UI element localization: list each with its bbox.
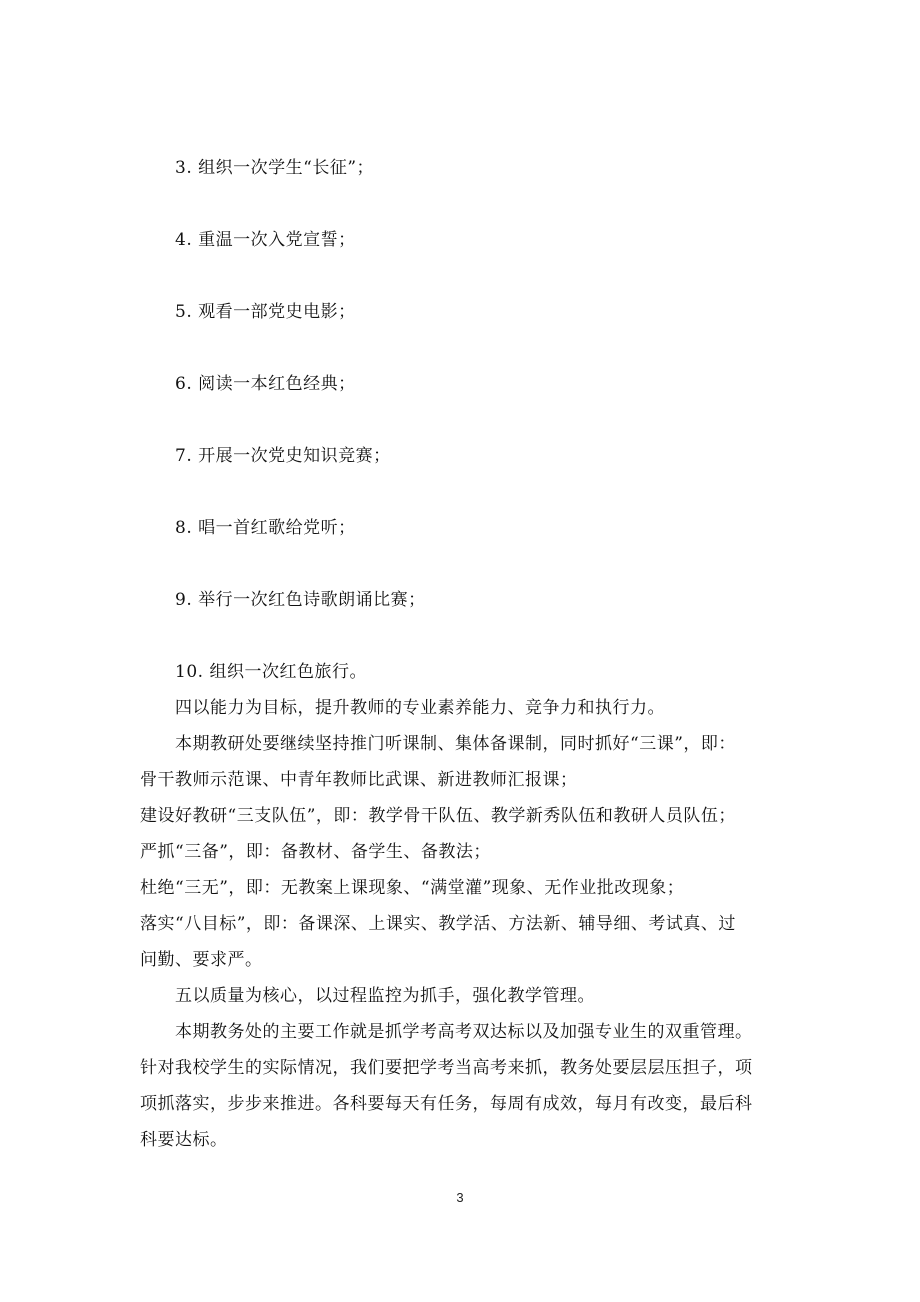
- section-4-paragraph-line: 问勤、要求严。: [140, 950, 263, 970]
- section-5-heading: 五以质量为核心，以过程监控为抓手，强化教学管理。: [175, 986, 595, 1006]
- list-item-4: 4. 重温一次入党宣誓；: [175, 230, 356, 250]
- page-number: 3: [456, 1190, 464, 1205]
- list-item-9: 9. 举行一次红色诗歌朗诵比赛；: [175, 590, 426, 610]
- section-4-paragraph-line: 建设好教研“三支队伍”，即：教学骨干队伍、教学新秀队伍和教研人员队伍；: [140, 806, 736, 826]
- list-item-5: 5. 观看一部党史电影；: [175, 302, 356, 322]
- list-item-10: 10. 组织一次红色旅行。: [175, 662, 367, 682]
- section-5-paragraph-line: 项抓落实，步步来推进。各科要每天有任务，每周有成效，每月有改变，最后科: [140, 1094, 753, 1114]
- section-4-heading: 四以能力为目标，提升教师的专业素养能力、竞争力和执行力。: [175, 698, 665, 718]
- section-5-paragraph-line: 科要达标。: [140, 1130, 228, 1150]
- list-item-7: 7. 开展一次党史知识竞赛；: [175, 446, 391, 466]
- section-4-paragraph-line: 严抓“三备”，即：备教材、备学生、备教法；: [140, 842, 491, 862]
- section-5-paragraph-line: 针对我校学生的实际情况，我们要把学考当高考来抓，教务处要层层压担子，项: [140, 1058, 753, 1078]
- section-4-paragraph-line: 本期教研处要继续坚持推门听课制、集体备课制，同时抓好“三课”，即：: [175, 734, 736, 754]
- section-4-paragraph-line: 杜绝“三无”，即：无教案上课现象、“满堂灌”现象、无作业批改现象；: [140, 878, 685, 898]
- list-item-6: 6. 阅读一本红色经典；: [175, 374, 356, 394]
- list-item-3: 3. 组织一次学生“长征”；: [175, 158, 375, 178]
- section-4-paragraph-line: 骨干教师示范课、中青年教师比武课、新进教师汇报课；: [140, 770, 578, 790]
- section-4-paragraph-line: 落实“八目标”，即：备课深、上课实、教学活、方法新、辅导细、考试真、过: [140, 914, 736, 934]
- list-item-8: 8. 唱一首红歌给党听；: [175, 518, 356, 538]
- section-5-paragraph-line: 本期教务处的主要工作就是抓学考高考双达标以及加强专业生的双重管理。: [175, 1022, 753, 1042]
